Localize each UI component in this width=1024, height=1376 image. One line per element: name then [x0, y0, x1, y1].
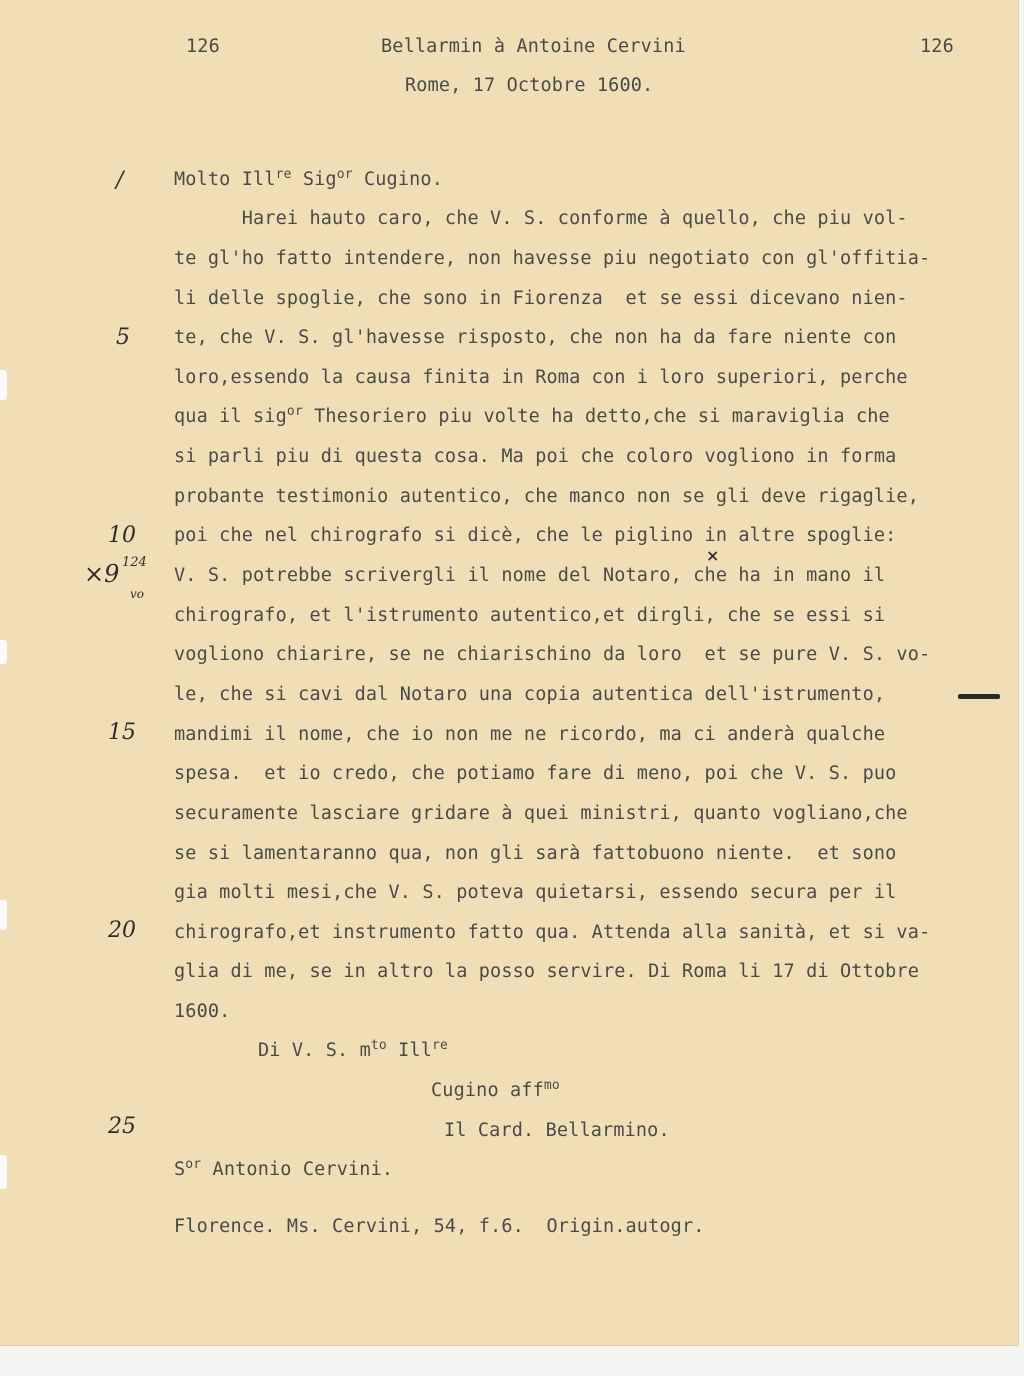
body-line: V. S. potrebbe scrivergli il nome del Notaro, che ha in mano il — [174, 565, 886, 586]
margin-line-number: 10 — [108, 523, 136, 548]
closing-formula: Di V. S. $m^{to}$ Ill$^{re}$ — [258, 1038, 448, 1061]
margin-line-number: 15 — [108, 720, 136, 745]
body-line: le, che si cavi dal Notaro una copia autentica dell'istrumento, — [174, 684, 886, 705]
body-line: te, che V. S. gl'havesse risposto, che non ha da fare niente con — [174, 327, 897, 348]
binding-mark — [0, 1155, 7, 1189]
ink-strike-mark — [958, 694, 1000, 699]
body-line: loro,essendo la causa finita in Roma con i loro superiori, perche — [174, 367, 908, 388]
page-title: Bellarmin à Antoine Cervini — [381, 36, 686, 57]
body-line: vogliono chiarire, se ne chiarischino da loro et se pure V. S. vo- — [174, 644, 931, 665]
salutation: Molto Ill$^{re}$ Sig$^{or}$ Cugino. — [174, 167, 443, 190]
body-line: mandimi il nome, che io non me ne ricordo, ma ci anderà qualche — [174, 724, 886, 745]
body-line: te gl'ho fatto intendere, non havesse piu negotiato con gl'offitia- — [174, 248, 931, 269]
insertion-mark: × — [706, 546, 720, 565]
margin-line-number: 25 — [108, 1114, 136, 1139]
addressee: $S^{or}$ Antonio Cervini. — [174, 1157, 394, 1180]
body-line: spesa. et io credo, che potiamo fare di meno, poi che V. S. puo — [174, 763, 897, 784]
body-line: securamente lasciare gridare à quei ministri, quanto vogliano,che — [174, 803, 908, 824]
letter-date: Rome, 17 Octobre 1600. — [405, 75, 654, 96]
body-line: qua il sig$^{or}$ Thesoriero piu volte ha detto,che si maraviglia che — [174, 404, 890, 427]
margin-annotation: 124 — [122, 555, 147, 570]
source-citation: Florence. Ms. Cervini, 54, f.6. Origin.autogr. — [174, 1216, 705, 1237]
body-line: se si lamentaranno qua, non gli sarà fattobuono niente. et sono — [174, 843, 897, 864]
margin-annotation: vo — [130, 587, 145, 601]
signature: Il Card. Bellarmino. — [444, 1120, 670, 1141]
binding-mark — [0, 900, 7, 930]
body-line: li delle spoglie, che sono in Fiorenza et se essi dicevano nien- — [174, 288, 908, 309]
body-line: 1600. — [174, 1001, 231, 1022]
page-number-right: 126 — [920, 36, 954, 57]
body-line: chirografo, et l'istrumento autentico,et dirgli, che se essi si — [174, 605, 886, 626]
closing-cugino: Cugino aff$^{mo}$ — [431, 1078, 560, 1101]
body-line: glia di me, se in altro la posso servire. Di Roma li 17 di Ottobre — [174, 961, 920, 982]
body-line: gia molti mesi,che V. S. poteva quietarsi, essendo secura per il — [174, 882, 897, 903]
margin-line-number: 5 — [116, 325, 130, 350]
body-line: si parli piu di questa cosa. Ma poi che coloro vogliono in forma — [174, 446, 897, 467]
margin-annotation: ×9 — [84, 560, 120, 588]
page-number-left: 126 — [186, 36, 220, 57]
body-line: probante testimonio autentico, che manco non se gli deve rigaglie, — [174, 486, 920, 507]
body-line: poi che nel chirografo si dicè, che le piglino in altre spoglie: — [174, 525, 897, 546]
body-line: chirografo,et instrumento fatto qua. Attenda alla sanità, et si va- — [174, 922, 931, 943]
margin-line-number: 20 — [108, 918, 136, 943]
binding-mark — [0, 370, 7, 400]
binding-mark — [0, 640, 7, 664]
margin-line-number: / — [116, 168, 124, 193]
body-line: Harei hauto caro, che V. S. conforme à quello, che piu vol- — [174, 208, 908, 229]
